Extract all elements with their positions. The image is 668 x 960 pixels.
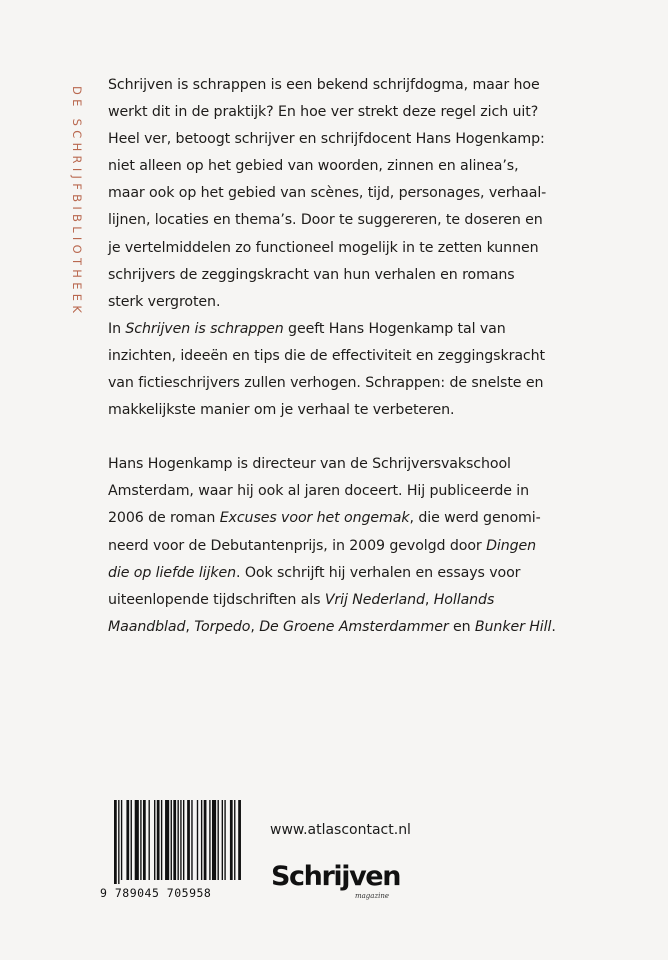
novel-title: Dingen: [486, 537, 537, 554]
bio-line: uiteenlopende tijdschriften als Vrij Nederland, Hollands: [108, 591, 495, 608]
bio-line: neerd voor de Debutantenprijs, in 2009 gevolgd door Dingen: [108, 537, 537, 554]
barcode-bar: [131, 800, 132, 880]
blurb-line: je vertelmiddelen zo functioneel mogelijk in te zetten kunnen: [108, 239, 539, 256]
barcode-bar: [149, 800, 150, 880]
barcode-bar: [197, 800, 198, 880]
bio-line: die op liefde lijken. Ook schrijft hij verhalen en essays voor: [108, 564, 521, 581]
blurb-line: schrijvers de zeggingskracht van hun verhalen en romans: [108, 266, 515, 283]
blurb-line: Heel ver, betoogt schrijver en schrijfdocent Hans Hogenkamp:: [108, 131, 545, 148]
barcode-bar: [126, 800, 129, 880]
blurb-line: makkelijkste manier om je verhaal te verbeteren.: [108, 402, 455, 419]
barcode-bar: [171, 800, 172, 880]
barcode-bar: [114, 800, 117, 884]
isbn-number: 9 789045 705958: [100, 886, 212, 900]
logo-subtitle: magazine: [355, 892, 390, 900]
barcode-bar: [209, 800, 210, 880]
barcode-bar: [177, 800, 178, 880]
blurb-line: maar ook op het gebied van scènes, tijd, personages, verhaal-: [108, 185, 547, 202]
barcode-bar: [224, 800, 225, 880]
barcode-bar: [230, 800, 233, 880]
barcode-bar: [222, 800, 223, 880]
blurb-line: niet alleen op het gebied van woorden, zinnen en alinea’s,: [108, 158, 519, 175]
publisher-url: www.atlascontact.nl: [270, 822, 411, 838]
isbn-barcode: [100, 798, 244, 912]
book-title: Schrijven is schrappen: [125, 320, 284, 337]
magazine-title: Maandblad: [108, 618, 186, 635]
back-cover-text: [108, 72, 558, 641]
magazine-title: De Groene Amsterdammer: [259, 618, 449, 635]
barcode-bar: [201, 800, 202, 880]
barcode-bar: [140, 800, 141, 880]
magazine-title: Bunker Hill: [474, 618, 552, 635]
blurb-line: van fictieschrijvers zullen verhogen. Schrappen: de snelste en: [108, 375, 544, 392]
magazine-title: Torpedo: [194, 618, 251, 635]
bio-line: Amsterdam, waar hij ook al jaren doceert. Hij publiceerde in: [108, 483, 529, 500]
barcode-bars: [100, 798, 244, 884]
barcode-bar: [180, 800, 181, 880]
barcode-bar: [238, 800, 241, 880]
barcode-bar: [204, 800, 207, 880]
barcode-bar: [121, 800, 122, 880]
blurb-line: lijnen, locaties en thema’s. Door te suggereren, te doseren en: [108, 212, 543, 229]
magazine-title: Hollands: [433, 591, 495, 608]
barcode-bar: [161, 800, 162, 880]
barcode-bar: [165, 800, 169, 880]
barcode-bar: [234, 800, 235, 880]
barcode-bar: [143, 800, 146, 880]
barcode-bar: [135, 800, 139, 880]
novel-title: die op liefde lijken: [108, 564, 236, 581]
barcode-bar: [212, 800, 216, 880]
barcode-bar: [118, 800, 119, 884]
magazine-title: Vrij Nederland: [324, 591, 425, 608]
barcode-bar: [154, 800, 155, 880]
blurb-line: Schrijven is schrappen is een bekend schrijfdogma, maar hoe: [108, 77, 540, 93]
barcode-bar: [187, 800, 190, 880]
bio-line: Maandblad, Torpedo, De Groene Amsterdammer en Bunker Hill.: [108, 618, 556, 635]
blurb-line: In Schrijven is schrappen geeft Hans Hogenkamp tal van: [108, 320, 506, 337]
barcode-bar: [157, 800, 160, 880]
barcode-bar: [183, 800, 184, 880]
bio-line: 2006 de roman Excuses voor het ongemak, die werd genomi-: [108, 510, 541, 527]
series-spine-title: DE SCHRIJFBIBLIOTHEEK: [70, 86, 84, 318]
barcode-bar: [191, 800, 192, 880]
barcode-bar: [173, 800, 176, 880]
blurb-line: sterk vergroten.: [108, 293, 221, 310]
blurb-line: inzichten, ideeën en tips die de effectiviteit en zeggingskracht: [108, 347, 545, 364]
schrijven-magazine-logo: Schrijven: [271, 861, 401, 892]
novel-title: Excuses voor het ongemak: [219, 510, 410, 527]
blurb-line: werkt dit in de praktijk? En hoe ver strekt deze regel zich uit?: [108, 104, 539, 121]
bio-line: Hans Hogenkamp is directeur van de Schrijversvakschool: [108, 456, 511, 473]
barcode-bar: [218, 800, 219, 880]
